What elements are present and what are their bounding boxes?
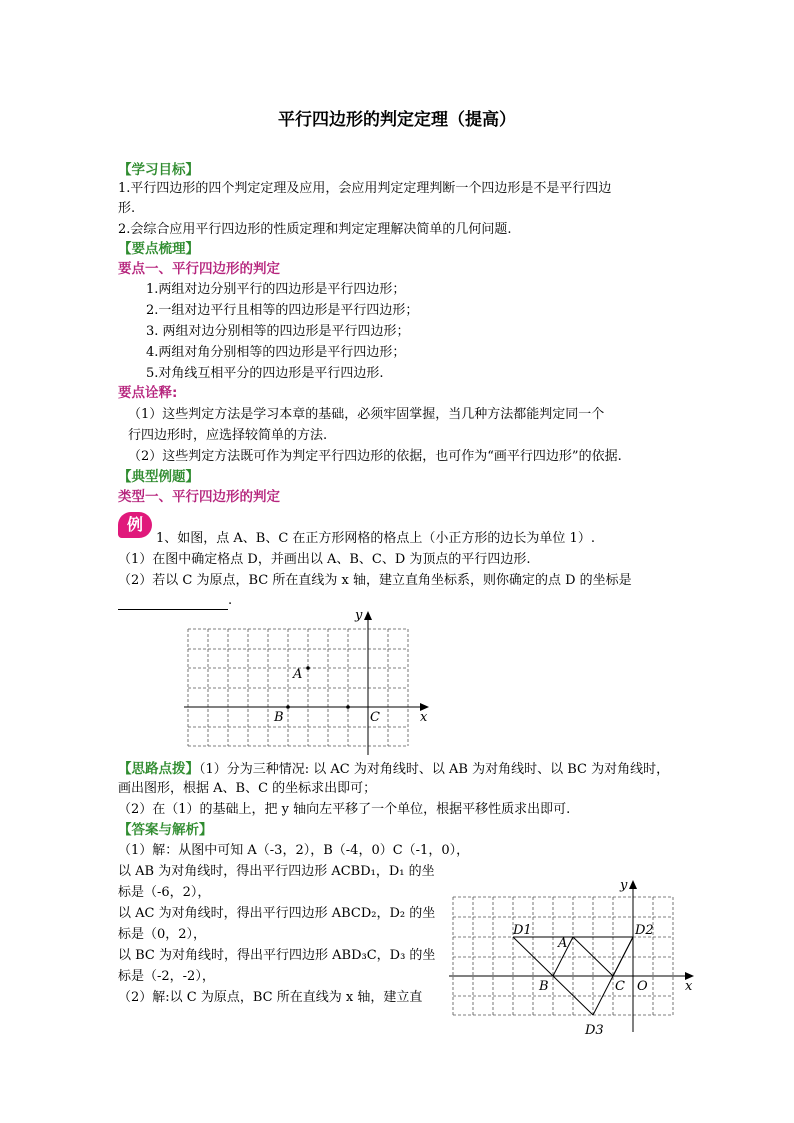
label-C: C bbox=[370, 710, 380, 725]
rule-2: 2.一组对边平行且相等的四边形是平行四边形； bbox=[146, 303, 419, 318]
note-2: （2）这些判定方法既可作为判定平行四边形的依据，也可作为“画平行四边形”的依据. bbox=[128, 449, 622, 464]
hint-label: 【思路点拨】 bbox=[118, 761, 199, 777]
label-D3: D3 bbox=[585, 1023, 604, 1038]
label-O-2: O bbox=[637, 979, 648, 994]
example-badge: 例 bbox=[118, 512, 152, 538]
grid-figure-1 bbox=[180, 605, 435, 758]
label-C-2: C bbox=[615, 979, 625, 994]
answer-blank-period: . bbox=[228, 593, 233, 608]
question-2: （2）若以 C 为原点，BC 所在直线为 x 轴，建立直角坐标系，则你确定的点 D 的坐标是 bbox=[118, 573, 632, 588]
answer-header: 【答案与解析】 bbox=[118, 822, 213, 838]
rule-5: 5.对角线互相平分的四边形是平行四边形. bbox=[146, 366, 384, 381]
page-title: 平行四边形的判定定理（提高） bbox=[278, 110, 516, 130]
answer-line-4: 以 AC 为对角线时，得出平行四边形 ABCD₂，D₂ 的坐 bbox=[118, 906, 436, 921]
keypoints-header: 【要点梳理】 bbox=[118, 241, 199, 257]
question-1: （1）在图中确定格点 D，并画出以 A、B、C、D 为顶点的平行四边形. bbox=[118, 552, 531, 567]
answer-line-2: 以 AB 为对角线时，得出平行四边形 ACBD₁，D₁ 的坐 bbox=[118, 864, 435, 879]
answer-line-8: （2）解:以 C 为原点，BC 所在直线为 x 轴，建立直 bbox=[118, 990, 423, 1005]
answer-line-1: （1）解：从图中可知 A（-3，2），B（-4，0）C（-1，0）， bbox=[118, 843, 470, 858]
keypoint-1-title: 要点一、平行四边形的判定 bbox=[118, 261, 280, 277]
notes-title: 要点诠释: bbox=[118, 385, 178, 401]
label-D2: D2 bbox=[635, 923, 654, 938]
hint-line-2: （2）在（1）的基础上，把 y 轴向左平移了一个单位，根据平移性质求出即可. bbox=[118, 802, 571, 817]
label-x: x bbox=[420, 710, 428, 725]
answer-line-6: 以 BC 为对角线时，得出平行四边形 ABD₃C，D₃ 的坐 bbox=[118, 948, 436, 963]
note-1a: （1）这些判定方法是学习本章的基础，必须牢固掌握，当几种方法都能判定同一个 bbox=[128, 407, 605, 422]
point-C bbox=[346, 705, 350, 709]
label-A-2: A bbox=[558, 936, 568, 951]
note-1b: 行四边形时，应选择较简单的方法. bbox=[128, 428, 328, 443]
label-y: y bbox=[355, 608, 363, 623]
grid-lines bbox=[188, 629, 408, 746]
hint-1-text: （1）分为三种情况: 以 AC 为对角线时、以 AB 为对角线时、以 BC 为对角线时， bbox=[199, 762, 670, 777]
answer-line-3: 标是（-6，2）， bbox=[118, 885, 211, 900]
label-B: B bbox=[274, 710, 284, 725]
objective-2: 2.会综合应用平行四边形的性质定理和判定定理解决简单的几何问题. bbox=[118, 222, 512, 237]
objectives-header: 【学习目标】 bbox=[118, 162, 199, 178]
rule-3: 3. 两组对边分别相等的四边形是平行四边形； bbox=[146, 324, 410, 339]
question-intro: 1、如图，点 A、B、C 在正方形网格的格点上（小正方形的边长为单位 1）. bbox=[156, 531, 595, 546]
examples-header: 【典型例题】 bbox=[118, 469, 199, 485]
objective-1b: 形. bbox=[118, 201, 136, 216]
answer-line-7: 标是（-2，-2）， bbox=[118, 969, 215, 984]
grid-figure-2 bbox=[445, 872, 705, 1042]
y-axis-arrow-2 bbox=[629, 880, 637, 889]
answer-line-5: 标是（0，2）， bbox=[118, 927, 207, 942]
label-B-2: B bbox=[539, 979, 549, 994]
objective-1a: 1.平行四边形的四个判定定理及应用，会应用判定定理判断一个四边形是不是平行四边 bbox=[118, 181, 612, 196]
type-1-title: 类型一、平行四边形的判定 bbox=[118, 489, 280, 505]
label-x-2: x bbox=[685, 979, 693, 994]
point-A bbox=[306, 666, 310, 670]
rule-4: 4.两组对角分别相等的四边形是平行四边形； bbox=[146, 345, 406, 360]
hint-line-1b: 画出图形，根据 A、B、C 的坐标求出即可； bbox=[118, 781, 377, 796]
label-D1: D1 bbox=[513, 923, 532, 938]
rule-1: 1.两组对边分别平行的四边形是平行四边形； bbox=[146, 282, 406, 297]
y-axis-arrow bbox=[364, 611, 372, 620]
hint-line-1 bbox=[118, 760, 669, 779]
point-B bbox=[286, 705, 290, 709]
label-A: A bbox=[293, 667, 303, 682]
label-y-2: y bbox=[620, 878, 628, 893]
